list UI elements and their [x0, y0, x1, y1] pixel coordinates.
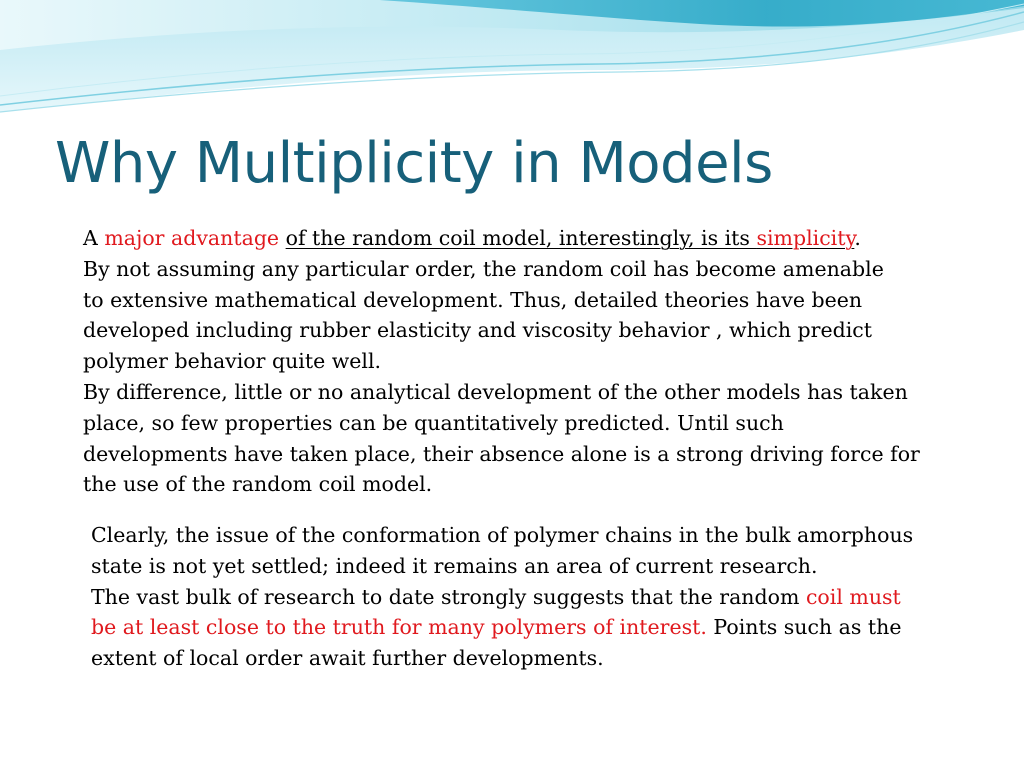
header-wave-decoration — [0, 0, 1024, 130]
highlight-coil-must: coil must — [805, 584, 901, 609]
text-line: extent of local order await further developments. — [91, 646, 604, 671]
text-line: developments have taken place, their absence alone is a strong driving force for — [83, 441, 920, 466]
highlight-major-advantage: major advantage — [104, 226, 280, 250]
slide-title: Why Multiplicity in Models — [55, 131, 773, 196]
text-line: developed including rubber elasticity and viscosity behavior , which predict — [83, 318, 872, 343]
text-line: polymer behavior quite well. — [83, 349, 382, 374]
highlight-close-to-truth: be at least close to the truth for many polymers of interest. — [91, 615, 707, 640]
text-line: state is not yet settled; indeed it remains an area of current research. — [91, 553, 818, 578]
text-line: to extensive mathematical development. Thus, detailed theories have been — [83, 287, 863, 312]
text-line: the use of the random coil model. — [83, 472, 433, 497]
text-line: place, so few properties can be quantitatively predicted. Until such — [83, 410, 784, 435]
underlined-phrase — [286, 226, 855, 250]
text-line — [91, 582, 991, 613]
text-line: Clearly, the issue of the conformation of polymer chains in the bulk amorphous — [91, 523, 914, 547]
text-run: . — [854, 226, 861, 250]
highlight-simplicity: simplicity — [756, 226, 855, 250]
text-run: Points such as the — [706, 615, 902, 640]
text-run: The vast bulk of research to date strongly suggests that the random — [91, 584, 806, 609]
text-line — [91, 612, 991, 643]
text-line: By difference, little or no analytical development of the other models has taken — [83, 379, 908, 404]
paragraph-random-coil-advantage — [83, 223, 983, 500]
text-run: A — [83, 226, 105, 250]
paragraph-conformation-research — [91, 520, 991, 674]
text-line: By not assuming any particular order, the random coil has become amenable — [83, 256, 884, 281]
text-line — [83, 223, 983, 254]
text-run: of the random coil model, interestingly, is its — [285, 226, 757, 250]
